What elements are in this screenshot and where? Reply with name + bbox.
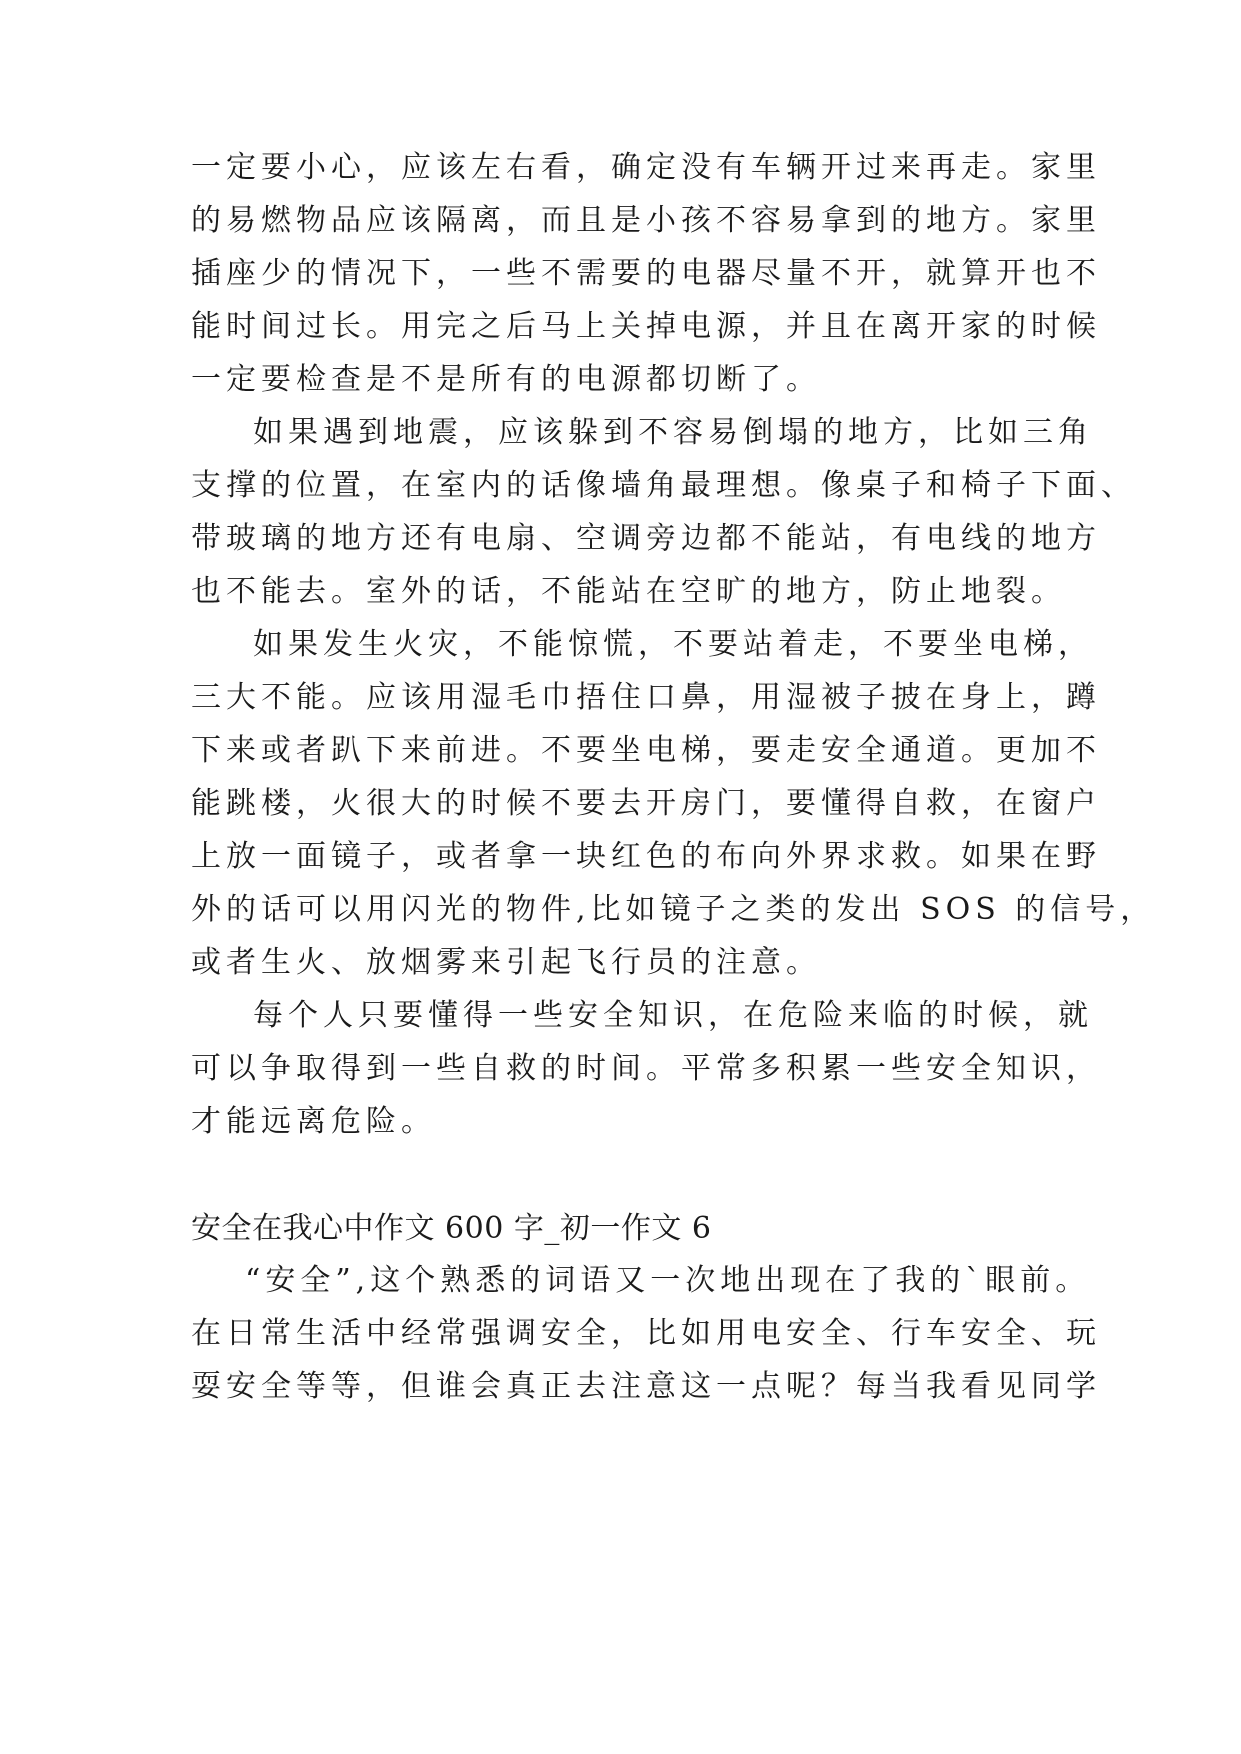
body-line: 能时间过长。用完之后马上关掉电源，并且在离开家的时候 xyxy=(191,309,1101,344)
body-line-indented: 如果发生火灾，不能惊慌，不要站着走，不要坐电梯， xyxy=(253,627,1093,662)
section-title: 安全在我心中作文 600 字_初一作文 6 xyxy=(191,1211,712,1246)
body-line: 也不能去。室外的话，不能站在空旷的地方，防止地裂。 xyxy=(191,574,1066,609)
body-line: 外的话可以用闪光的物件,比如镜子之类的发出 SOS 的信号， xyxy=(191,892,1156,927)
body-line-indented: “安全”,这个熟悉的词语又一次地出现在了我的`眼前。 xyxy=(245,1263,1091,1298)
body-line-indented: 每个人只要懂得一些安全知识，在危险来临的时候，就 xyxy=(253,998,1093,1033)
body-line: 一定要检查是不是所有的电源都切断了。 xyxy=(191,362,821,397)
body-line: 带玻璃的地方还有电扇、空调旁边都不能站，有电线的地方 xyxy=(191,521,1101,556)
body-line: 支撑的位置，在室内的话像墙角最理想。像桌子和椅子下面、 xyxy=(191,468,1136,503)
body-line: 才能远离危险。 xyxy=(191,1104,436,1139)
body-line-indented: 如果遇到地震，应该躲到不容易倒塌的地方，比如三角 xyxy=(253,415,1093,450)
body-line: 上放一面镜子，或者拿一块红色的布向外界求救。如果在野 xyxy=(191,839,1101,874)
body-line: 在日常生活中经常强调安全，比如用电安全、行车安全、玩 xyxy=(191,1316,1101,1351)
body-line: 的易燃物品应该隔离，而且是小孩不容易拿到的地方。家里 xyxy=(191,203,1101,238)
body-line: 耍安全等等，但谁会真正去注意这一点呢？每当我看见同学 xyxy=(191,1369,1101,1404)
body-line: 下来或者趴下来前进。不要坐电梯，要走安全通道。更加不 xyxy=(191,733,1101,768)
body-line: 三大不能。应该用湿毛巾捂住口鼻，用湿被子披在身上，蹲 xyxy=(191,680,1101,715)
body-line: 能跳楼，火很大的时候不要去开房门，要懂得自救，在窗户 xyxy=(191,786,1101,821)
body-line: 一定要小心，应该左右看，确定没有车辆开过来再走。家里 xyxy=(191,150,1101,185)
body-line: 或者生火、放烟雾来引起飞行员的注意。 xyxy=(191,945,821,980)
body-line: 可以争取得到一些自救的时间。平常多积累一些安全知识， xyxy=(191,1051,1101,1086)
body-line: 插座少的情况下，一些不需要的电器尽量不开，就算开也不 xyxy=(191,256,1101,291)
